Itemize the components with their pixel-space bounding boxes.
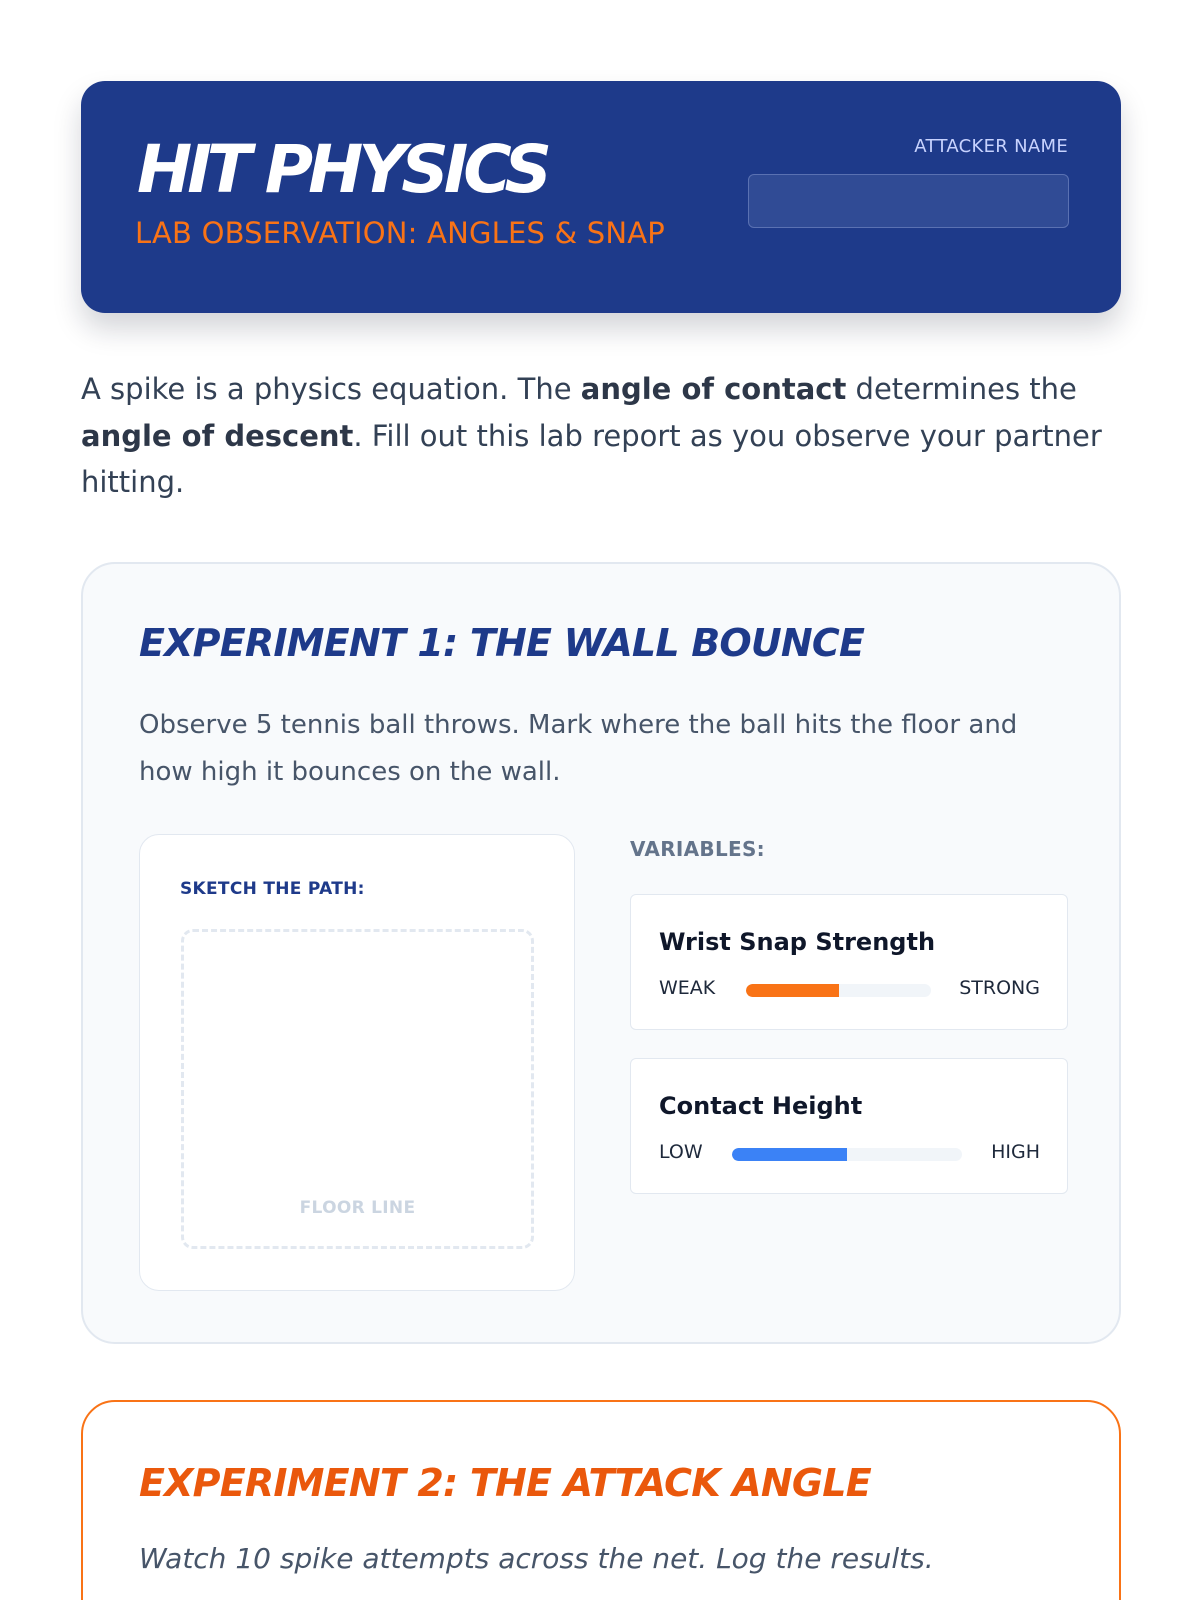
variable-title: Contact Height <box>659 1092 863 1120</box>
intro-text-1: A spike is a physics equation. The <box>81 372 581 406</box>
intro-paragraph <box>81 366 1121 506</box>
variable-min-label: LOW <box>659 1141 703 1163</box>
intro-text-3: . Fill out this lab report as you observe your partner hitting. <box>81 418 1102 499</box>
variable-card-wrist-snap <box>630 894 1068 1030</box>
variable-min-label: WEAK <box>659 977 716 999</box>
variable-max-label: STRONG <box>959 977 1040 999</box>
experiment-2-title: EXPERIMENT 2: THE ATTACK ANGLE <box>139 1461 871 1505</box>
page-title: HIT PHYSICS <box>137 131 547 208</box>
variables-label: VARIABLES: <box>630 837 765 861</box>
floor-line-label: FLOOR LINE <box>299 1198 416 1218</box>
experiment-1-card <box>81 562 1121 1344</box>
variable-card-contact-height <box>630 1058 1068 1194</box>
attacker-name-input[interactable] <box>748 174 1069 228</box>
attacker-name-label: ATTACKER NAME <box>914 136 1068 157</box>
contact-height-slider-fill <box>732 1148 847 1161</box>
experiment-2-description: Watch 10 spike attempts across the net. Log the results. <box>139 1542 934 1575</box>
experiment-2-card <box>81 1400 1121 1600</box>
variable-max-label: HIGH <box>991 1141 1040 1163</box>
sketch-drawing-area[interactable] <box>181 929 534 1249</box>
variable-title: Wrist Snap Strength <box>659 928 936 956</box>
page-subtitle: LAB OBSERVATION: ANGLES & SNAP <box>135 216 665 250</box>
contact-height-slider[interactable] <box>732 1148 962 1161</box>
intro-text-2: determines the <box>846 372 1077 406</box>
experiment-1-description: Observe 5 tennis ball throws. Mark where the ball hits the floor and how high it bounces on the wall. <box>139 710 1018 787</box>
header-banner <box>81 81 1121 313</box>
wrist-snap-slider-fill <box>746 984 839 997</box>
experiment-1-title: EXPERIMENT 1: THE WALL BOUNCE <box>139 621 865 665</box>
intro-bold-angle-of-contact: angle of contact <box>580 372 847 406</box>
wrist-snap-slider[interactable] <box>746 984 931 997</box>
sketch-label: SKETCH THE PATH: <box>180 879 365 899</box>
intro-bold-angle-of-descent: angle of descent <box>81 418 354 453</box>
sketch-card <box>139 834 575 1291</box>
